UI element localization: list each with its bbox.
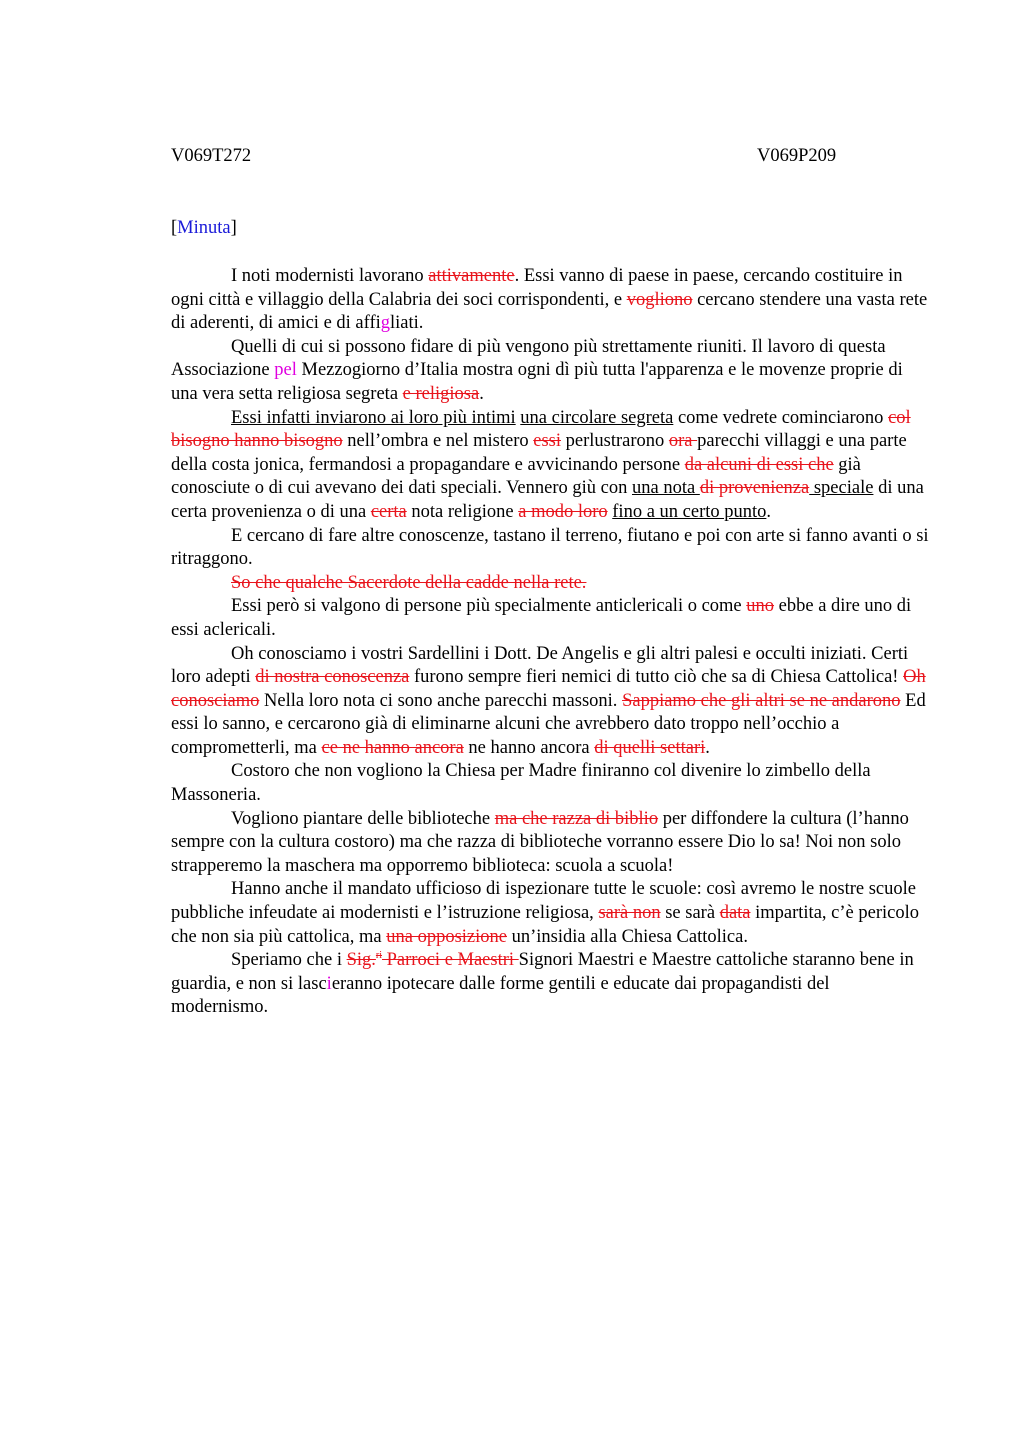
deleted-text: di provenienza — [699, 478, 810, 499]
deleted-text: una opposizione — [386, 926, 507, 947]
text-segment: per diffondere la cultura (l’hanno sempre con la cultura costoro) ma che razza di biblioteche vorranno essere Dio lo sa! Noi non solo strapperemo la maschera ma opporremo biblioteca: scuola a scuola! — [171, 808, 909, 876]
paragraph — [171, 525, 931, 572]
paragraph — [171, 878, 931, 949]
text-segment: parecchi villaggi e una parte della costa jonica, fermandosi a propagandare e avvicinando persone — [171, 431, 907, 475]
underlined-text: speciale — [809, 478, 874, 499]
inserted-text: g — [380, 313, 391, 334]
text-segment: Signori Maestri e Maestre cattoliche staranno bene in guardia, e non si lasc — [171, 950, 914, 994]
text-segment: furono sempre fieri nemici di tutto ciò che sa di Chiesa Cattolica! — [409, 667, 904, 688]
text-segment: . — [766, 501, 772, 522]
deleted-text: da alcuni di essi che — [684, 454, 834, 475]
deleted-text: Sappiamo che gli altri se ne andarono — [622, 690, 901, 711]
paragraph — [171, 265, 931, 336]
text-segment: . — [479, 383, 484, 404]
deleted-text: vogliono — [626, 289, 693, 310]
text-segment: perlustrarono — [560, 431, 669, 452]
paragraph — [171, 572, 931, 596]
deleted-text: e religiosa — [402, 383, 480, 404]
text-segment: già conosciute o di cui avevano dei dati speciali. Vennero giù con — [171, 454, 861, 499]
bracket-close: ] — [230, 218, 237, 238]
deleted-text: certa — [370, 501, 407, 522]
deleted-text: ma che razza di biblio — [494, 808, 659, 829]
minuta-label — [171, 218, 237, 239]
text-segment: Mezzogiorno d’Italia mostra ogni dì più tutta l'apparenza e le movenze proprie di una vera setta religiosa segreta — [171, 360, 903, 404]
text-segment: nota religione — [406, 501, 519, 522]
text-segment: impartita, c’è pericolo che non sia più cattolica, ma — [171, 903, 919, 947]
document-code-left: V069T272 — [171, 146, 252, 166]
deleted-text: col bisogno hanno bisogno — [171, 407, 911, 452]
text-segment: . Essi vanno di paese in paese, cercando costituire in ogni città e villaggio della Calabria dei soci corrispondenti, e — [171, 266, 903, 310]
deleted-text: di quelli settari — [594, 737, 706, 758]
text-segment: . — [705, 737, 710, 758]
text-segment: se sarà — [660, 903, 720, 924]
inserted-text: i — [326, 973, 332, 994]
text-segment: ne hanno ancora — [463, 737, 595, 758]
paragraph — [171, 336, 931, 407]
paragraph — [171, 643, 931, 761]
text-segment: Quelli di cui si possono fidare di più vengono più strettamente riuniti. Il lavoro di questa Associazione — [171, 336, 886, 381]
document-code-right: V069P209 — [757, 146, 837, 166]
deleted-text: attivamente — [428, 266, 515, 286]
text-segment: Vogliono piantare delle biblioteche — [231, 808, 495, 829]
deleted-text: essi — [533, 431, 561, 452]
paragraph — [171, 760, 931, 807]
deleted-text: Sig. — [346, 950, 376, 971]
deleted-text: a modo loro — [518, 501, 608, 522]
text-segment: Oh conosciamo i vostri Sardellini i Dott. De Angelis e gli altri palesi e occulti iniziati. Certi loro adepti — [171, 643, 909, 688]
text-segment: Hanno anche il mandato ufficioso di ispezionare tutte le scuole: così avremo le nostre scuole pubbliche infeudate ai modernisti e l’istruzione religiosa, — [171, 879, 916, 924]
deleted-text: di nostra conoscenza — [255, 667, 410, 688]
underlined-text: una circolare segreta — [520, 407, 674, 428]
deleted-text: uno — [746, 596, 775, 617]
text-segment: Nella loro nota ci sono anche parecchi massoni. — [259, 690, 623, 711]
minuta-word: Minuta — [177, 218, 231, 238]
text-segment: I noti modernisti lavorano — [231, 266, 429, 286]
paragraph — [171, 595, 931, 642]
paragraph — [171, 808, 931, 879]
deleted-text: sarà non — [598, 903, 661, 924]
bracket-open: [ — [171, 218, 178, 238]
text-segment: E cercano di fare altre conoscenze, tastano il terreno, fiutano e poi con arte si fanno avanti o si ritraggono. — [171, 525, 929, 570]
text-segment: liati. — [390, 313, 424, 334]
text-segment: Costoro che non vogliono la Chiesa per Madre finiranno col divenire lo zimbello della Massoneria. — [171, 761, 871, 806]
deleted-text: ora — [668, 431, 698, 452]
underlined-text: fino a un certo punto — [612, 501, 767, 522]
underlined-text: una nota — [632, 478, 700, 499]
text-segment: di una certa provenienza o di una — [171, 478, 924, 522]
deleted-text: So che qualche Sacerdote della cadde nella rete. — [231, 572, 587, 593]
text-segment: come vedrete cominciarono — [673, 407, 889, 428]
text-segment: un’insidia alla Chiesa Cattolica. — [507, 926, 748, 947]
deleted-text: ce ne hanno ancora — [321, 737, 464, 758]
paragraph — [171, 407, 931, 525]
text-segment: eranno ipotecare dalle forme gentili e educate dai propagandisti del modernismo. — [171, 973, 830, 1018]
deleted-text: data — [719, 903, 751, 924]
text-segment: cercano stendere una vasta rete di aderenti, di amici e di affi — [171, 289, 928, 334]
underlined-text: Essi infatti inviarono ai loro più intimi — [231, 407, 516, 428]
text-segment: Ed essi lo sanno, e cercarono già di eliminarne alcuni che avrebbero dato troppo nell’occhio a comprometterli, ma — [171, 690, 926, 758]
text-segment: Speriamo che i — [231, 950, 347, 971]
text-segment: ebbe a dire uno di essi aclericali. — [171, 596, 912, 640]
deleted-superscript: ri — [375, 950, 383, 962]
text-segment: Essi però si valgono di persone più specialmente anticlericali o come — [231, 596, 747, 617]
paragraph — [171, 949, 931, 1020]
deleted-text: Parroci e Maestri — [382, 950, 519, 971]
text-segment: nell’ombra e nel mistero — [342, 431, 534, 452]
deleted-text: Oh conosciamo — [171, 667, 926, 711]
document-body — [171, 265, 931, 1020]
inserted-text: pel — [274, 360, 297, 381]
